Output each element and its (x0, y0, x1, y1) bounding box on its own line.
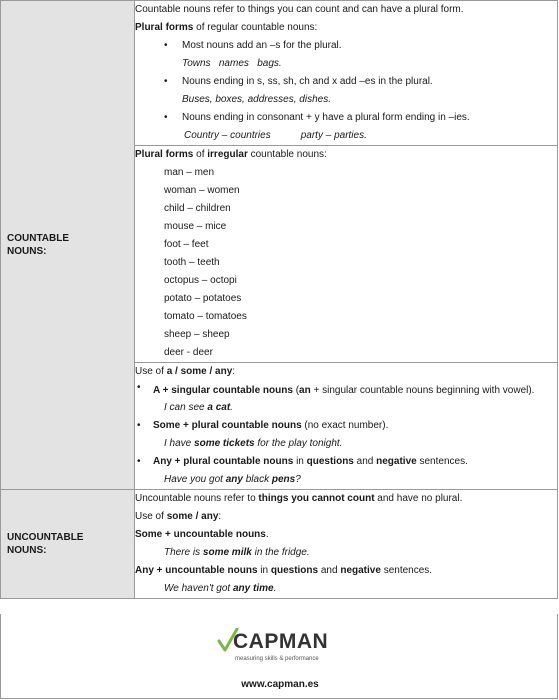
rule-ies-example: Country – countries party – parties. (184, 130, 367, 141)
regular-heading: Plural forms of regular countable nouns: (135, 22, 318, 33)
irregular-item: sheep – sheep (164, 329, 230, 340)
uncountable-some: Some + uncountable nouns. (135, 529, 269, 540)
rule-ies: • Nouns ending in consonant + y have a plural form ending in –ies. (135, 109, 557, 127)
irregular-heading: Plural forms of irregular countable nouns: (135, 149, 327, 160)
uncountable-intro: Uncountable nouns refer to things you cannot count and have no plural. (135, 493, 463, 504)
footer (0, 614, 558, 699)
uncountable-label (1, 490, 135, 599)
regular-plurals-cell (135, 1, 558, 146)
irregular-item: tooth – teeth (164, 257, 220, 268)
irregular-item: child – children (164, 203, 231, 214)
irregular-item: octopus – octopi (164, 275, 237, 286)
rule-a: • A + singular countable nouns (an + singular countable nouns beginning with vowel). (135, 381, 557, 399)
uncountable-use-heading: Use of some / any: (135, 511, 222, 522)
rule-any-example: Have you got any black pens? (164, 474, 301, 485)
countable-label (1, 1, 135, 490)
rule-es-example: Buses, boxes, addresses, dishes. (182, 94, 331, 105)
rule-a-example: I can see a cat. (164, 402, 233, 413)
website-link[interactable]: www.capman.es (241, 679, 319, 690)
uncountable-label-line1: UNCOUNTABLE (7, 532, 84, 543)
countable-label-line1: COUNTABLE (7, 233, 70, 244)
capman-logo (217, 628, 347, 668)
irregular-item: man – men (164, 167, 215, 178)
rule-any: • Any + plural countable nouns in questions and negative sentences. (135, 453, 557, 471)
countable-determiners-cell (135, 363, 558, 490)
irregular-item: mouse – mice (164, 221, 227, 232)
uncountable-cell (135, 490, 558, 599)
irregular-item: woman – women (164, 185, 240, 196)
logo-wordmark: CAPMAN (233, 630, 329, 653)
rule-s: • Most nouns add an –s for the plural. (135, 37, 557, 55)
uncountable-label-line2: NOUNS: (7, 545, 47, 556)
countable-intro: Countable nouns refer to things you can count and can have a plural form. (135, 4, 464, 15)
rule-some-example: I have some tickets for the play tonight. (164, 438, 343, 449)
irregular-item: potato – potatoes (164, 293, 242, 304)
uncountable-any-example: We haven't got any time. (164, 583, 277, 594)
uncountable-any: Any + uncountable nouns in questions and negative sentences. (135, 565, 433, 576)
countable-label-line2: NOUNS: (7, 246, 47, 257)
uncountable-some-example: There is some milk in the fridge. (164, 547, 310, 558)
rule-s-example: Towns names bags. (182, 58, 282, 69)
irregular-item: foot – feet (164, 239, 209, 250)
irregular-item: deer - deer (164, 347, 213, 358)
irregular-item: tomato – tomatoes (164, 311, 247, 322)
logo-tagline: measuring skills & performance (235, 656, 319, 662)
rule-some: • Some + plural countable nouns (no exact number). (135, 417, 557, 435)
countable-use-heading: Use of a / some / any: (135, 366, 236, 377)
irregular-plurals-cell (135, 146, 558, 363)
rule-es: • Nouns ending in s, ss, sh, ch and x add –es in the plural. (135, 73, 557, 91)
